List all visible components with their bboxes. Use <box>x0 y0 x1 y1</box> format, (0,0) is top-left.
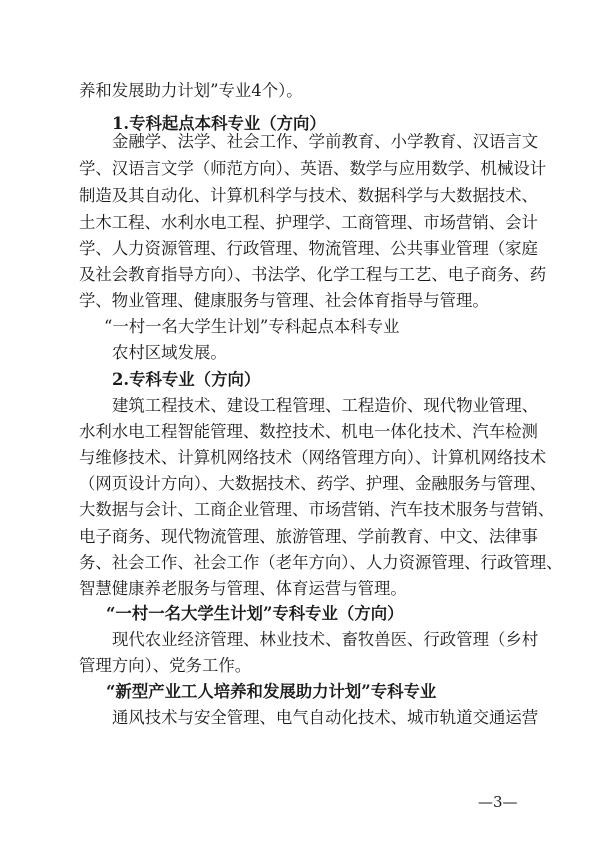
text-line: 通风技术与安全管理、电气自动化技术、城市轨道交通运营 <box>112 708 539 727</box>
text-line: 水利水电工程智能管理、数控技术、机电一体化技术、汽车检测 <box>79 422 538 441</box>
text-line: 农村区域发展。 <box>112 343 227 362</box>
text-line: 现代农业经济管理、林业技术、畜牧兽医、行政管理（乡村 <box>112 630 539 649</box>
text-line: 大数据与会计、工商企业管理、市场营销、汽车技术服务与营销、 <box>79 500 555 519</box>
text-line: 及社会教育指导方向）、书法学、化学工程与工艺、电子商务、药 <box>79 265 547 284</box>
text-line: 学、物业管理、健康服务与管理、社会体育指导与管理。 <box>79 291 489 310</box>
text-line: 金融学、法学、社会工作、学前教育、小学教育、汉语言文 <box>112 132 539 151</box>
text-line: 智慧健康养老服务与管理、体育运营与管理。 <box>79 579 407 598</box>
text-line: 电子商务、现代物流管理、旅游管理、学前教育、中文、法律事 <box>79 527 538 546</box>
page-number: —3— <box>478 793 518 811</box>
text-line: 学、人力资源管理、行政管理、物流管理、公共事业管理（家庭 <box>79 239 538 258</box>
text-line: 建筑工程技术、建设工程管理、工程造价、现代物业管理、 <box>112 396 539 415</box>
text-line: 土木工程、水利水电工程、护理学、工商管理、市场营销、会计 <box>79 213 538 232</box>
text-line: 与维修技术、计算机网络技术（网络管理方向）、计算机网络技术 <box>79 448 547 467</box>
text-line: 管理方向）、党务工作。 <box>79 656 252 675</box>
text-line: （网页设计方向）、大数据技术、药学、护理、金融服务与管理、 <box>79 474 547 493</box>
subsection-heading: “新型产业工人培养和发展助力计划”专科专业 <box>106 682 437 701</box>
section-heading-2: 2.专科专业（方向） <box>112 370 261 389</box>
subsection-title: “一村一名大学生计划”专科起点本科专业 <box>104 317 400 336</box>
text-line: 务、社会工作、社会工作（老年方向）、人力资源管理、行政管理、 <box>79 553 563 572</box>
text-line: 制造及其自动化、计算机科学与技术、数据科学与大数据技术、 <box>79 186 538 205</box>
text-line: 学、汉语言文学（师范方向）、英语、数学与应用数学、机械设计 <box>79 159 547 178</box>
subsection-heading: “一村一名大学生计划”专科专业（方向） <box>106 604 404 623</box>
text-line: 养和发展助力计划”专业4个）。 <box>79 81 303 100</box>
section-heading-1: 1.专科起点本科专业（方向） <box>112 114 326 133</box>
